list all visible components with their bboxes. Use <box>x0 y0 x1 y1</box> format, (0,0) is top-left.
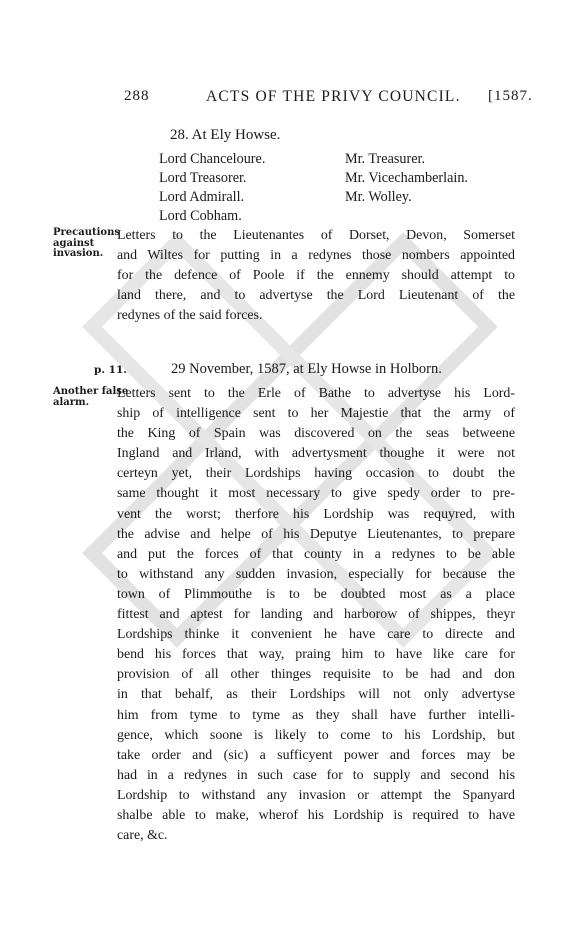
entry-paragraph-precautions <box>117 226 515 326</box>
entry-paragraph-false-alarm <box>117 384 515 846</box>
margin-note-line: alarm. <box>53 396 90 408</box>
page-number: 288 <box>124 88 150 104</box>
margin-note-line: Another false <box>53 386 129 397</box>
text-line: certeyn yet, their Lordships having occasion to doubt the <box>117 466 515 482</box>
text-line: vent the worst; therfore his Lordship was requyred, with <box>117 506 515 522</box>
text-line: the King of Spain was discovered on the seas betweene <box>117 426 515 442</box>
attendee: Lord Admirall. <box>159 189 245 205</box>
text-line: to withstand any sudden invasion, especially for because the <box>117 566 515 582</box>
text-line: Letters sent to the Erle of Bathe to advertyse his Lord- <box>117 386 515 401</box>
header-year: [1587. <box>488 88 533 104</box>
attendees-right <box>345 150 468 207</box>
meeting-heading: 28. At Ely Howse. <box>170 127 281 143</box>
margin-note-line: against <box>53 237 95 249</box>
text-line: him from tyme to tyme as they shall have further intelli- <box>117 707 515 723</box>
attendee: Mr. Wolley. <box>345 189 412 205</box>
text-line: gence, which soone is likely to come to his Lordship, but <box>117 727 515 743</box>
text-line: redynes of the said forces. <box>117 308 263 324</box>
margin-note-line: invasion. <box>53 248 104 259</box>
text-line: and Wiltes for putting in a redynes those nombers appointed <box>117 248 515 264</box>
text-line: shalbe able to make, wherof his Lordship is required to have <box>117 807 515 823</box>
attendee: Mr. Treasurer. <box>345 151 426 167</box>
text-line: land there, and to advertyse the Lord Lieutenant of the <box>117 288 515 304</box>
folio-reference: p. 11. <box>94 364 127 376</box>
text-line: town of Plimmouthe is to be doubted most as a place <box>117 586 515 602</box>
text-line: Lordships thinke it convenient he have care to directe and <box>117 627 515 643</box>
margin-note-line: Precautions <box>53 227 120 238</box>
text-line: ship of intelligence sent to her Majestie that the army of <box>117 406 515 422</box>
text-line: the advise and helpe of his Deputye Lieutenantes, to prepare <box>117 526 515 542</box>
margin-note-precautions <box>53 228 120 260</box>
text-line: and put the forces of that county in a redynes to be able <box>117 546 515 562</box>
entry-heading: 29 November, 1587, at Ely Howse in Holborn. <box>171 361 442 377</box>
text-line: Lordship to withstand any invasion or attempt the Spanyard <box>117 787 515 803</box>
attendee: Lord Cobham. <box>159 208 242 224</box>
text-line: fittest and aptest for landing and harborow of shippes, theyr <box>117 607 515 623</box>
text-line: for the defence of Poole if the ennemy should attempt to <box>117 268 515 284</box>
text-line: bend his forces that way, praing him to have like care for <box>117 647 515 663</box>
text-line: Ingland and Irland, with advertysment thoughe it were not <box>117 446 515 462</box>
running-title: ACTS OF THE PRIVY COUNCIL. <box>206 88 461 105</box>
attendee: Lord Chanceloure. <box>159 151 266 167</box>
text-line: same thought it most necessary to give spedy order to pre- <box>117 486 515 502</box>
text-line: Letters to the Lieutenantes of Dorset, Devon, Somerset <box>117 228 515 243</box>
text-line: care, &c. <box>117 828 168 844</box>
text-line: take order and (sic) a sufficyent power and forces may be <box>117 747 515 763</box>
attendees-left <box>159 150 265 226</box>
text-line: had in a redynes in such case for to supply and second his <box>117 767 515 783</box>
attendee: Mr. Vicechamberlain. <box>345 170 468 186</box>
text-line: in that behalf, as their Lordships will not only advertyse <box>117 687 515 703</box>
text-line: provision of all other thinges requisite to be had and don <box>117 667 515 683</box>
attendee: Lord Treasorer. <box>159 170 247 186</box>
